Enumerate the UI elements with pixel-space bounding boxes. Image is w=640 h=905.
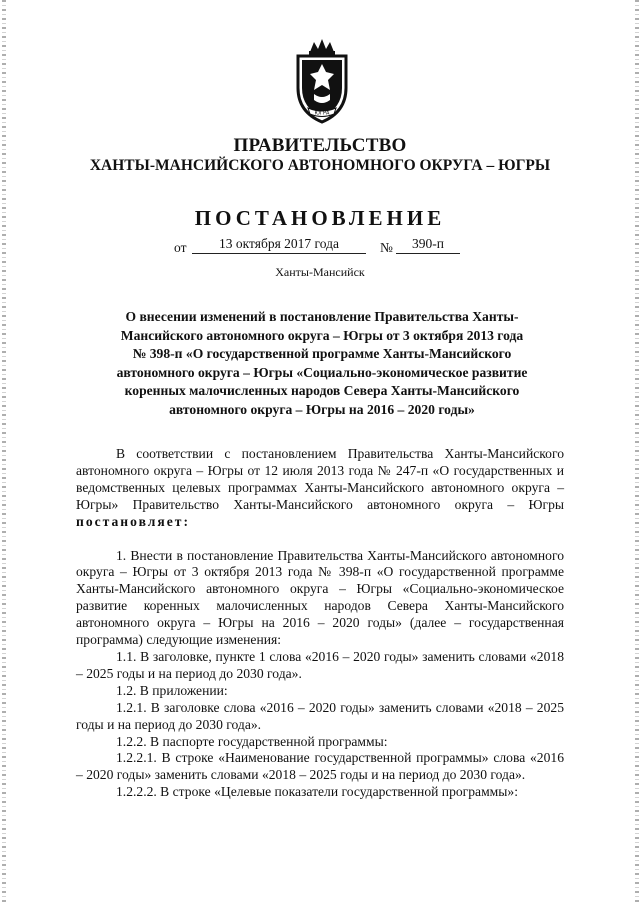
date-number-line: [0, 236, 640, 258]
body-paragraph: 1.2.1. В заголовке слова «2016 – 2020 годы» заменить словами «2018 – 2025 годы и на период до 2030 года».: [76, 699, 564, 732]
decree-word: постановляет:: [76, 513, 190, 529]
region-title: ХАНТЫ-МАНСИЙСКОГО АВТОНОМНОГО ОКРУГА – ЮГРЫ: [89, 157, 551, 174]
document-body: [76, 446, 564, 801]
body-paragraph: 1. Внести в постановление Правительства Ханты-Мансийского автономного округа – Югры от 3 октября 2013 года № 398-п «О государственной программе Ханты-Мансийского автономного округа – Югры «Социально-экономическое развитие коренных малочисленных народов Севера Ханты-Мансийского автономного округа – Югры на 2016 – 2020 годы» (далее – государственная программа) следующие изменения:: [76, 547, 564, 648]
document-type: ПОСТАНОВЛЕНИЕ: [194, 206, 446, 230]
body-paragraph: 1.2.2.2. В строке «Целевые показатели государственной программы»:: [116, 784, 518, 800]
coat-of-arms-icon: [290, 36, 354, 128]
document-number: 390-п: [396, 236, 460, 254]
document-title: [84, 308, 560, 419]
body-paragraph: 1.1. В заголовке, пункте 1 слова «2016 – 2020 годы» заменить словами «2018 – 2025 годы и на период до 2030 года».: [76, 648, 564, 681]
body-paragraph: 1.2. В приложении:: [116, 682, 228, 698]
title-line: О внесении изменений в постановление Правительства Ханты-: [125, 309, 519, 324]
body-paragraph: 1.2.2. В паспорте государственной программы:: [116, 733, 388, 749]
body-paragraph: 1.2.2.1. В строке «Наименование государственной программы» слова «2016 – 2020 годы» заменить словами «2018 – 2025 годы и на период до 2030 года».: [76, 750, 564, 783]
title-line: № 398-п «О государственной программе Ханты-Мансийского: [132, 346, 512, 361]
title-line: автономного округа – Югры «Социально-экономическое развитие: [116, 364, 528, 380]
emblem-text: ЮГРА: [314, 110, 330, 117]
title-line: Мансийского автономного округа – Югры от 3 октября 2013 года: [120, 327, 524, 343]
number-label: №: [380, 240, 393, 255]
title-line: автономного округа – Югры на 2016 – 2020 годы»: [169, 401, 475, 417]
document-date: 13 октября 2017 года: [192, 236, 366, 254]
date-label: от: [174, 240, 187, 255]
place-of-issue: Ханты-Мансийск: [275, 265, 365, 279]
preamble-text: В соответствии с постановлением Правительства Ханты-Мансийского автономного округа – Югры от 12 июля 2013 года № 247-п «О государственных и ведомственных целевых программах Ханты-Мансийского автономного округа – Югры» Правительство Ханты-Мансийского автономного округа – Югры: [76, 446, 564, 512]
title-line: коренных малочисленных народов Севера Ханты-Мансийского: [124, 383, 520, 398]
preamble-paragraph: [76, 446, 564, 531]
government-title: ПРАВИТЕЛЬСТВО: [233, 135, 407, 156]
